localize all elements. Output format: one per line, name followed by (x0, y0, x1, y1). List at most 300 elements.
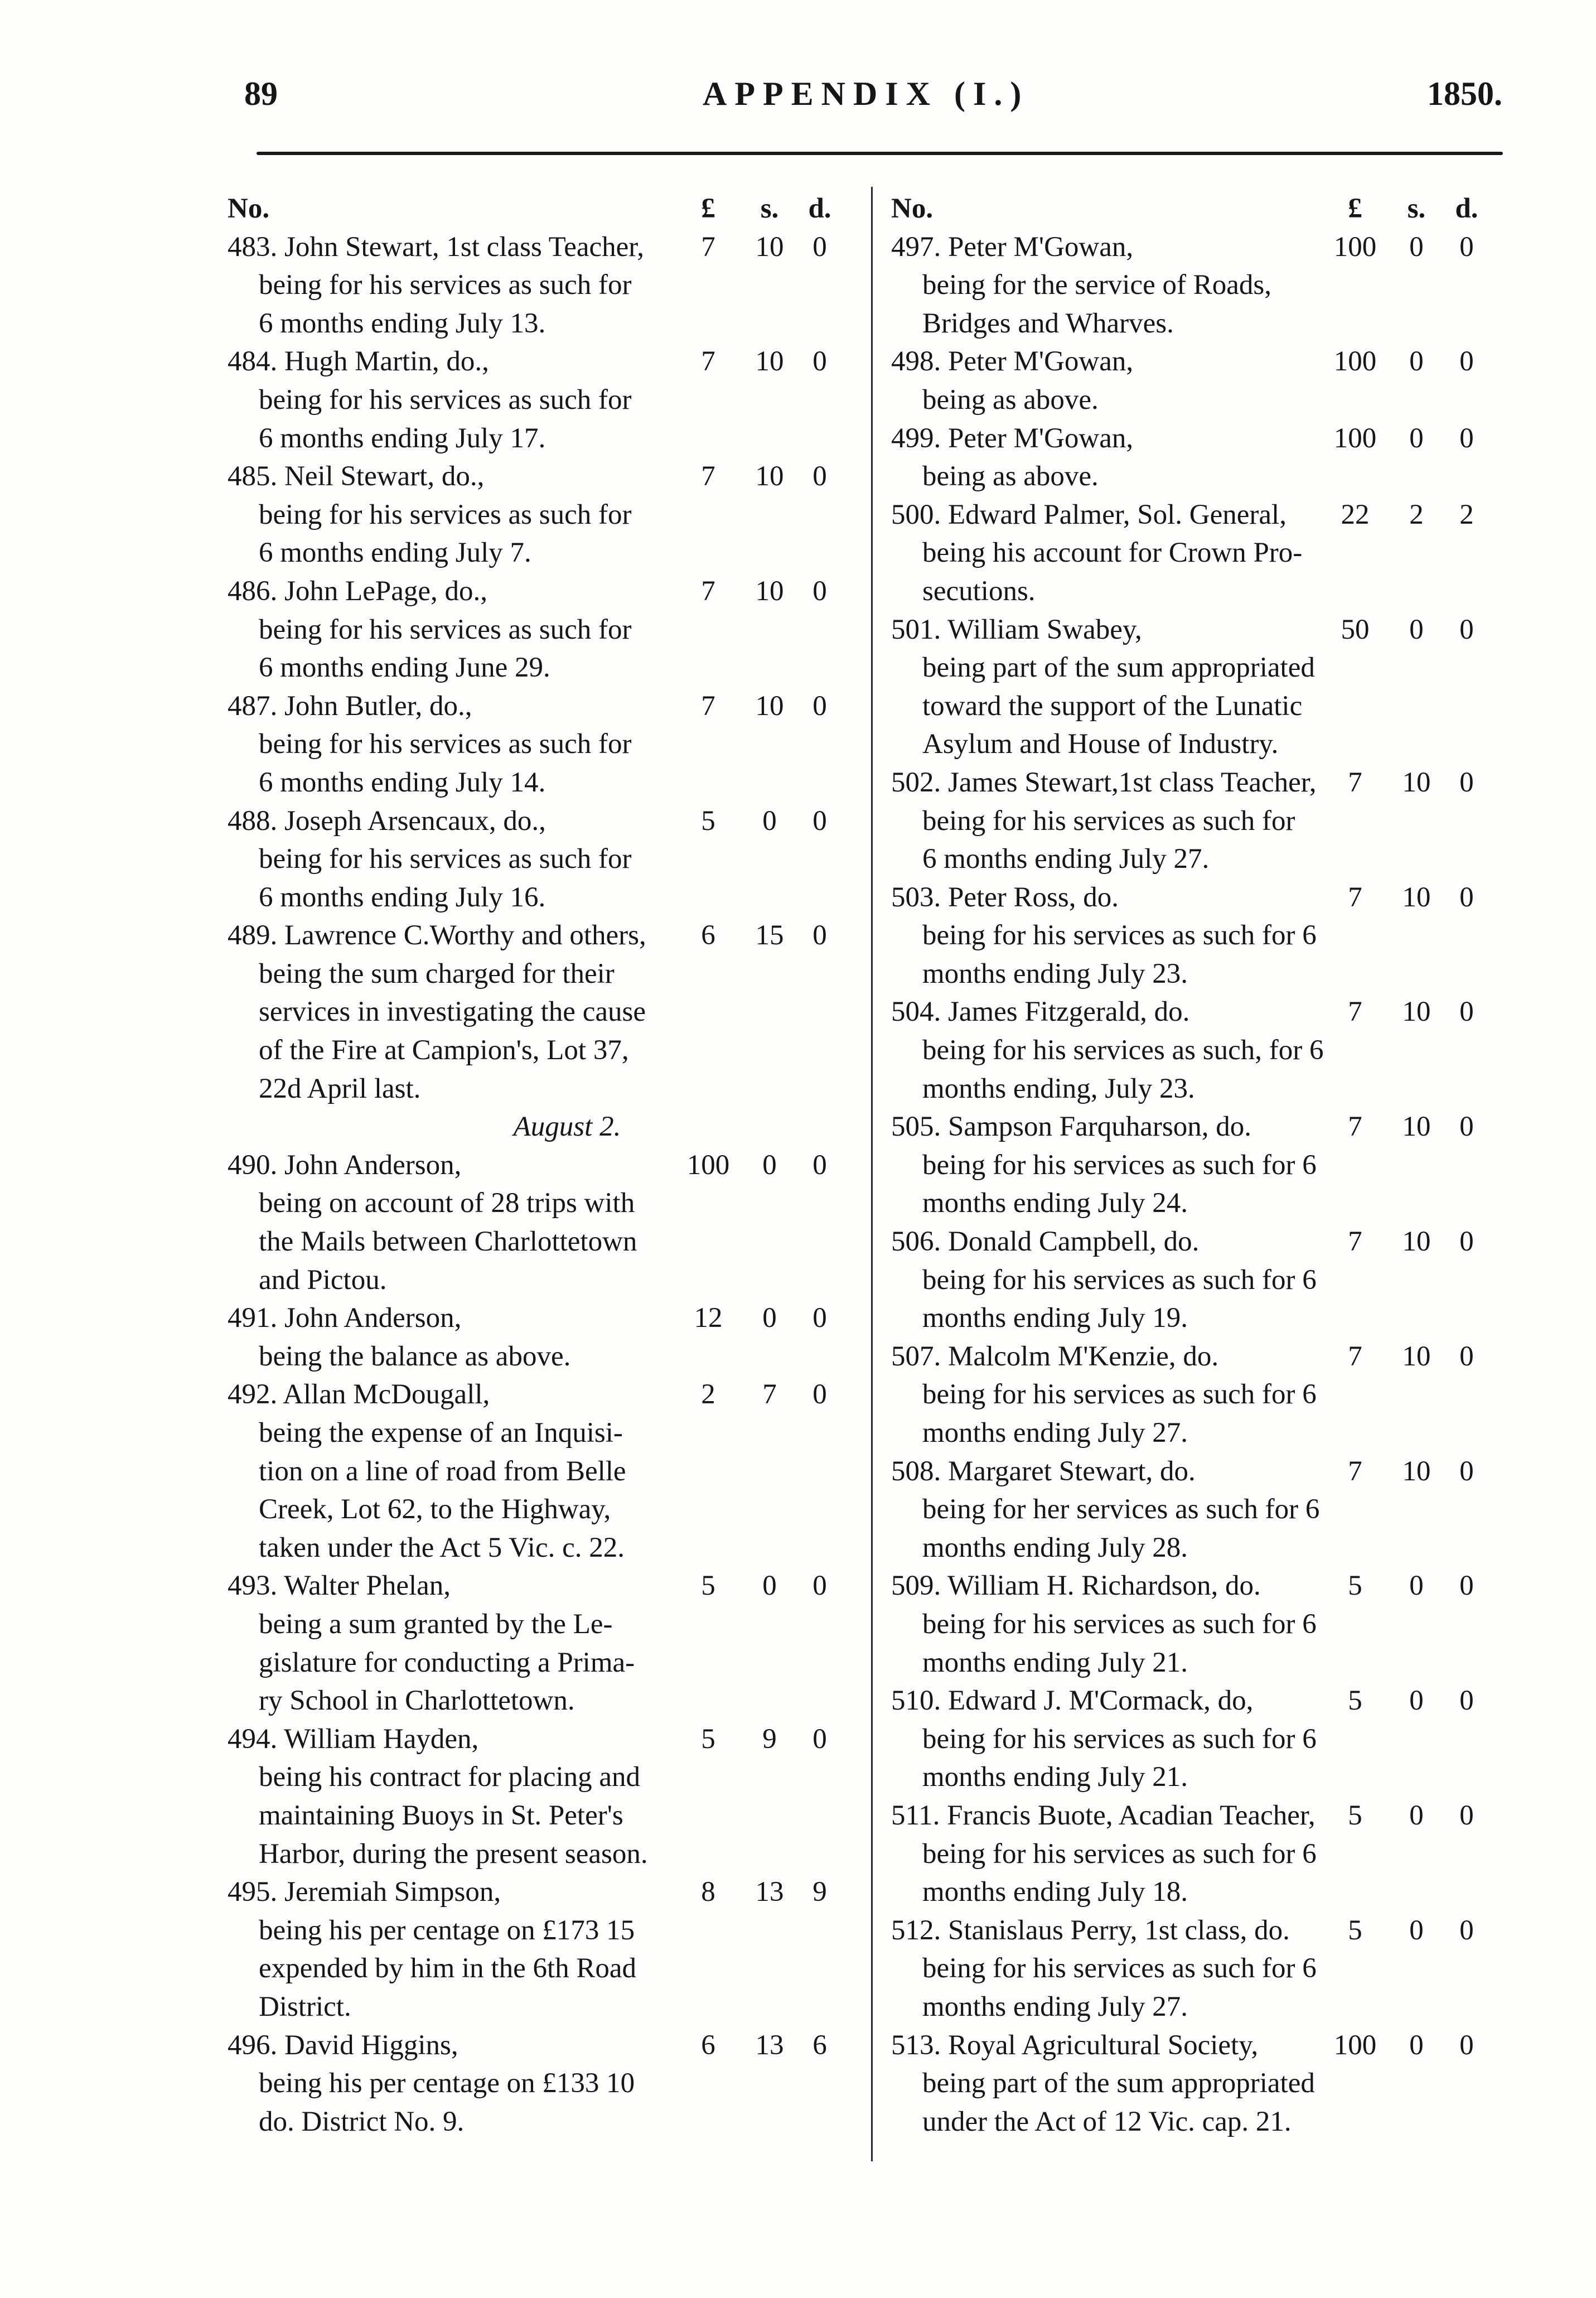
entry-line (891, 993, 1498, 1031)
entry-label: 509. William H. Richardson, do. (891, 1570, 1261, 1602)
entry-line (891, 1567, 1498, 1605)
entry-label: 491. John Anderson, (228, 1302, 462, 1334)
entry-line (891, 611, 1498, 649)
description-line: maintaining Buoys in St. Peter's (259, 1799, 623, 1831)
entry-description (891, 381, 1498, 419)
amount-pence: 0 (812, 805, 827, 837)
amount-shillings: 13 (755, 2029, 784, 2061)
description-line: being for his services as such, for 6 (922, 1035, 1324, 1066)
entry-label: 499. Peter M'Gowan, (891, 422, 1134, 454)
description-line: expended by him in the 6th Road (259, 1953, 637, 1985)
entry-description (228, 955, 851, 1108)
description-line: being part of the sum appropriated (922, 652, 1315, 684)
amount-pence: 0 (1459, 231, 1474, 263)
description-line: months ending, July 23. (922, 1073, 1195, 1104)
entry-description (228, 611, 851, 687)
entry-description (228, 381, 851, 457)
description-line: 22d April last. (259, 1073, 421, 1104)
amount-shillings: 0 (762, 1302, 777, 1334)
entry-label: 503. Peter Ross, do. (891, 881, 1119, 913)
amount-shillings: 0 (1409, 1799, 1424, 1831)
amount-pence: 0 (812, 1302, 827, 1334)
amount-pounds: 7 (1348, 766, 1362, 798)
left-column (228, 190, 851, 2141)
amount-shillings: 2 (1409, 499, 1424, 530)
amount-pence: 0 (1459, 1226, 1474, 1258)
entry-description (228, 2064, 851, 2141)
entry-line (891, 228, 1498, 267)
amount-pounds: 6 (701, 2029, 715, 2061)
description-line: gislature for conducting a Prima- (259, 1647, 635, 1678)
ledger-entry (891, 1223, 1498, 1338)
ledger-entry (891, 419, 1498, 496)
description-line: secutions. (922, 575, 1036, 607)
entry-description (891, 2064, 1498, 2141)
description-line: being the balance as above. (259, 1340, 571, 1372)
entry-description (891, 802, 1498, 878)
amount-pence: 0 (1459, 422, 1474, 454)
amount-pounds: 2 (701, 1379, 715, 1411)
amount-pounds: 7 (701, 346, 715, 378)
entry-label: 495. Jeremiah Simpson, (228, 1876, 501, 1908)
description-line: being a sum granted by the Le- (259, 1608, 613, 1640)
description-line: under the Act of 12 Vic. cap. 21. (922, 2106, 1292, 2137)
amount-pence: 0 (1459, 1914, 1474, 1946)
description-line: months ending July 18. (922, 1876, 1188, 1908)
amount-pence: 0 (812, 1723, 827, 1755)
amount-pounds: 22 (1341, 499, 1370, 530)
entry-line (891, 1682, 1498, 1720)
entry-label: 497. Peter M'Gowan, (891, 231, 1134, 263)
description-line: ry School in Charlottetown. (259, 1685, 575, 1717)
entry-description (891, 1949, 1498, 2026)
right-column-header (891, 190, 1498, 228)
entry-description (891, 1261, 1498, 1338)
description-line: months ending July 24. (922, 1187, 1188, 1219)
entry-label: 512. Stanislaus Perry, 1st class, do. (891, 1914, 1290, 1946)
amount-pence: 0 (1459, 2029, 1474, 2061)
entry-line (891, 1452, 1498, 1491)
description-line: being for the service of Roads, (922, 269, 1271, 301)
entry-line (228, 1299, 851, 1338)
entry-label: 486. John LePage, do., (228, 575, 488, 607)
amount-pence: 2 (1459, 499, 1474, 530)
entry-label: 507. Malcolm M'Kenzie, do. (891, 1340, 1219, 1372)
entry-line (891, 1108, 1498, 1146)
date-heading: August 2. (513, 1111, 621, 1143)
description-line: of the Fire at Campion's, Lot 37, (259, 1035, 629, 1066)
entry-label: 489. Lawrence C.Worthy and others, (228, 920, 646, 952)
amount-shillings: 0 (1409, 1685, 1424, 1717)
right-column (891, 190, 1498, 2141)
entry-line (228, 228, 851, 267)
amount-pounds: 100 (1333, 422, 1377, 454)
entry-line (891, 2026, 1498, 2065)
amount-pounds: 7 (701, 461, 715, 493)
description-line: being on account of 28 trips with (259, 1187, 635, 1219)
amount-pounds: 5 (1348, 1570, 1362, 1602)
entry-line (228, 1720, 851, 1759)
column-header-pence: d. (1455, 193, 1478, 224)
amount-pounds: 6 (701, 920, 715, 952)
entry-label: 487. John Butler, do., (228, 690, 472, 722)
description-line: being for his services as such for 6 (922, 1838, 1317, 1870)
column-header-shillings: s. (1407, 193, 1426, 224)
description-line: months ending July 23. (922, 958, 1188, 989)
ledger-entry (891, 1797, 1498, 1911)
description-line: the Mails between Charlottetown (259, 1226, 637, 1258)
ledger-entry (891, 1911, 1498, 2026)
amount-pence: 0 (1459, 1570, 1474, 1602)
amount-pounds: 100 (686, 1149, 730, 1181)
entry-line (228, 1873, 851, 1911)
amount-pence: 0 (1459, 1685, 1474, 1717)
amount-pence: 0 (812, 1379, 827, 1411)
page-number: 89 (244, 75, 278, 112)
description-line: being his contract for placing and (259, 1761, 641, 1793)
entry-label: 510. Edward J. M'Cormack, do, (891, 1685, 1254, 1717)
entry-label: 485. Neil Stewart, do., (228, 461, 485, 493)
description-line: being for his services as such for (922, 805, 1295, 837)
entry-line (891, 342, 1498, 381)
amount-pence: 0 (812, 1149, 827, 1181)
amount-pounds: 100 (1333, 346, 1377, 378)
amount-pounds: 7 (701, 690, 715, 722)
entry-description (891, 1146, 1498, 1223)
amount-pounds: 50 (1341, 614, 1370, 645)
entry-description (228, 725, 851, 802)
entry-line (891, 1223, 1498, 1261)
description-line: 6 months ending July 16. (259, 881, 546, 913)
ledger-entry (228, 916, 851, 1108)
ledger-entry (891, 1338, 1498, 1452)
description-line: services in investigating the cause (259, 996, 646, 1028)
entry-description (891, 1375, 1498, 1452)
description-line: taken under the Act 5 Vic. c. 22. (259, 1532, 625, 1563)
ledger-entry (891, 1682, 1498, 1797)
amount-shillings: 10 (755, 231, 784, 263)
entry-label: 488. Joseph Arsencaux, do., (228, 805, 546, 837)
description-line: being his per centage on £133 10 (259, 2068, 635, 2099)
column-divider (871, 187, 873, 2161)
entry-label: 493. Walter Phelan, (228, 1570, 451, 1602)
amount-pence: 0 (1459, 996, 1474, 1028)
entry-description (891, 1490, 1498, 1567)
description-line: months ending July 21. (922, 1761, 1188, 1793)
amount-shillings: 0 (1409, 231, 1424, 263)
ledger-entry (891, 1452, 1498, 1567)
amount-shillings: 15 (755, 920, 784, 952)
amount-shillings: 10 (1402, 1226, 1431, 1258)
entry-description (228, 266, 851, 342)
amount-pounds: 12 (694, 1302, 723, 1334)
description-line: being for his services as such for 6 (922, 1379, 1317, 1411)
amount-shillings: 10 (1402, 1455, 1431, 1487)
amount-shillings: 9 (762, 1723, 777, 1755)
amount-shillings: 0 (1409, 2029, 1424, 2061)
ledger-entry (891, 342, 1498, 419)
entry-label: 492. Allan McDougall, (228, 1379, 490, 1411)
ledger-entry (891, 1108, 1498, 1223)
amount-pence: 0 (1459, 1455, 1474, 1487)
amount-shillings: 10 (1402, 1111, 1431, 1143)
description-line: tion on a line of road from Belle (259, 1455, 626, 1487)
amount-shillings: 10 (1402, 881, 1431, 913)
entry-description (891, 1720, 1498, 1797)
amount-shillings: 0 (1409, 1914, 1424, 1946)
entry-line (228, 457, 851, 496)
entry-label: 494. William Hayden, (228, 1723, 479, 1755)
ledger-entry (228, 2026, 851, 2141)
description-line: months ending July 28. (922, 1532, 1188, 1563)
column-header-pence: d. (808, 193, 831, 224)
entry-line (228, 1146, 851, 1185)
entry-description (891, 266, 1498, 342)
entry-line (228, 687, 851, 726)
entry-description (228, 1184, 851, 1299)
entry-description (891, 649, 1498, 764)
amount-shillings: 10 (755, 346, 784, 378)
description-line: being part of the sum appropriated (922, 2068, 1315, 2099)
description-line: 6 months ending July 7. (259, 537, 531, 569)
entry-description (891, 916, 1498, 993)
description-line: 6 months ending July 13. (259, 307, 546, 339)
amount-shillings: 0 (762, 805, 777, 837)
description-line: being as above. (922, 461, 1099, 493)
description-line: being for his services as such for 6 (922, 1149, 1317, 1181)
amount-shillings: 10 (755, 690, 784, 722)
amount-pounds: 5 (1348, 1914, 1362, 1946)
description-line: toward the support of the Lunatic (922, 690, 1303, 722)
description-line: being for his services as such for (259, 384, 632, 416)
entry-label: 502. James Stewart,1st class Teacher, (891, 766, 1317, 798)
amount-pounds: 100 (1333, 231, 1377, 263)
entry-description (228, 496, 851, 572)
amount-shillings: 0 (762, 1149, 777, 1181)
description-line: being as above. (922, 384, 1099, 416)
description-line: being for his services as such for 6 (922, 1264, 1317, 1296)
amount-pounds: 5 (701, 1723, 715, 1755)
entry-line (891, 1911, 1498, 1950)
amount-pounds: 5 (1348, 1685, 1362, 1717)
entry-label: 500. Edward Palmer, Sol. General, (891, 499, 1287, 530)
description-line: Creek, Lot 62, to the Highway, (259, 1494, 611, 1525)
description-line: months ending July 21. (922, 1647, 1188, 1678)
entry-description (891, 1031, 1498, 1108)
amount-pence: 0 (812, 575, 827, 607)
entry-label: 484. Hugh Martin, do., (228, 346, 489, 378)
description-line: 6 months ending July 27. (922, 843, 1210, 875)
entry-description (891, 534, 1498, 610)
amount-pence: 9 (812, 1876, 827, 1908)
ledger-entry (228, 572, 851, 687)
description-line: being for his services as such for 6 (922, 1953, 1317, 1985)
description-line: 6 months ending July 17. (259, 422, 546, 454)
entry-line (228, 802, 851, 841)
amount-shillings: 0 (1409, 422, 1424, 454)
description-line: being his account for Crown Pro- (922, 537, 1303, 569)
ledger-entry (228, 1299, 851, 1375)
ledger-entry (228, 457, 851, 572)
ledger-entry (228, 228, 851, 343)
amount-pounds: 7 (701, 231, 715, 263)
description-line: 6 months ending June 29. (259, 652, 550, 684)
amount-shillings: 10 (1402, 996, 1431, 1028)
amount-pence: 0 (1459, 881, 1474, 913)
ledger-entry (891, 611, 1498, 764)
page-year: 1850. (1427, 75, 1502, 112)
amount-pounds: 7 (1348, 1111, 1362, 1143)
amount-pounds: 7 (1348, 881, 1362, 913)
entry-label: 501. William Swabey, (891, 614, 1142, 645)
entry-line (228, 1375, 851, 1414)
column-header-no: No. (891, 193, 934, 224)
entry-label: 483. John Stewart, 1st class Teacher, (228, 231, 644, 263)
description-line: being for her services as such for 6 (922, 1494, 1320, 1525)
description-line: Asylum and House of Industry. (922, 728, 1279, 760)
amount-shillings: 0 (1409, 346, 1424, 378)
ledger-entry (891, 228, 1498, 343)
header-rule (257, 152, 1503, 155)
ledger-entry (228, 1146, 851, 1299)
description-line: months ending July 27. (922, 1417, 1188, 1449)
entry-line (891, 496, 1498, 534)
description-line: being the expense of an Inquisi- (259, 1417, 623, 1449)
amount-shillings: 0 (1409, 1570, 1424, 1602)
ledger-entry (228, 1720, 851, 1873)
ledger-entry (891, 764, 1498, 878)
description-line: being for his services as such for (259, 843, 632, 875)
entry-line (228, 342, 851, 381)
amount-pence: 0 (1459, 1799, 1474, 1831)
entry-label: 496. David Higgins, (228, 2029, 458, 2061)
page-title: APPENDIX (I.) (703, 75, 1029, 112)
description-line: being the sum charged for their (259, 958, 615, 989)
column-header-no: No. (228, 193, 270, 224)
entry-line (891, 1797, 1498, 1835)
amount-pence: 6 (812, 2029, 827, 2061)
column-header-pounds: £ (701, 193, 715, 224)
ledger-entry (228, 1375, 851, 1567)
amount-shillings: 0 (1409, 614, 1424, 645)
amount-shillings: 10 (1402, 1340, 1431, 1372)
amount-pounds: 8 (701, 1876, 715, 1908)
description-line: being for his services as such for 6 (922, 1723, 1317, 1755)
column-header-pounds: £ (1348, 193, 1362, 224)
amount-pence: 0 (812, 461, 827, 493)
ledger-entry (891, 1567, 1498, 1682)
ledger-entry (228, 687, 851, 802)
description-line: being for his services as such for (259, 499, 632, 530)
amount-shillings: 10 (1402, 766, 1431, 798)
left-column-header (228, 190, 851, 228)
entry-label: 508. Margaret Stewart, do. (891, 1455, 1196, 1487)
entry-description (228, 840, 851, 916)
amount-pounds: 7 (1348, 1226, 1362, 1258)
amount-shillings: 7 (762, 1379, 777, 1411)
description-line: Harbor, during the present season. (259, 1838, 648, 1870)
description-line: being for his services as such for 6 (922, 920, 1317, 952)
amount-pounds: 100 (1333, 2029, 1377, 2061)
entry-label: 504. James Fitzgerald, do. (891, 996, 1190, 1028)
description-line: being for his services as such for (259, 728, 632, 760)
entry-description (891, 1605, 1498, 1682)
entry-line (228, 916, 851, 955)
description-line: being for his services as such for 6 (922, 1608, 1317, 1640)
entry-line (228, 572, 851, 611)
entry-line (891, 419, 1498, 458)
amount-pence: 0 (812, 231, 827, 263)
ledger-entry (891, 993, 1498, 1108)
amount-pence: 0 (1459, 1340, 1474, 1372)
entry-description (228, 1911, 851, 2026)
amount-pounds: 5 (1348, 1799, 1362, 1831)
entry-label: 511. Francis Buote, Acadian Teacher, (891, 1799, 1316, 1831)
ledger-entry (228, 802, 851, 917)
description-line: being for his services as such for (259, 269, 632, 301)
description-line: 6 months ending July 14. (259, 766, 546, 798)
description-line: and Pictou. (259, 1264, 387, 1296)
ledger-entry (228, 1567, 851, 1720)
description-line: months ending July 27. (922, 1991, 1188, 2022)
entry-label: 513. Royal Agricultural Society, (891, 2029, 1259, 2061)
amount-pounds: 7 (1348, 1340, 1362, 1372)
entry-description (228, 1414, 851, 1567)
amount-pence: 0 (1459, 766, 1474, 798)
ledger-entry (891, 496, 1498, 611)
entry-line (891, 1338, 1498, 1376)
description-line: being his per centage on £173 15 (259, 1914, 635, 1946)
description-line: months ending July 19. (922, 1302, 1188, 1334)
amount-pence: 0 (812, 1570, 827, 1602)
entry-line (228, 1567, 851, 1605)
amount-pounds: 5 (701, 805, 715, 837)
entry-description (228, 1758, 851, 1873)
amount-shillings: 10 (755, 461, 784, 493)
entry-description (891, 1835, 1498, 1911)
amount-pence: 0 (812, 346, 827, 378)
amount-pounds: 7 (1348, 1455, 1362, 1487)
amount-shillings: 13 (755, 1876, 784, 1908)
entry-line (228, 2026, 851, 2065)
description-line: Bridges and Wharves. (922, 307, 1174, 339)
amount-pence: 0 (812, 920, 827, 952)
entry-label: 498. Peter M'Gowan, (891, 346, 1134, 378)
entry-description (228, 1605, 851, 1720)
amount-pounds: 7 (701, 575, 715, 607)
amount-shillings: 0 (762, 1570, 777, 1602)
description-line: District. (259, 1991, 351, 2022)
entry-label: 506. Donald Campbell, do. (891, 1226, 1200, 1258)
amount-pence: 0 (1459, 1111, 1474, 1143)
amount-pence: 0 (1459, 346, 1474, 378)
entry-description (228, 1338, 851, 1376)
ledger-entry (891, 2026, 1498, 2141)
ledger-entry (891, 878, 1498, 993)
amount-pounds: 7 (1348, 996, 1362, 1028)
description-line: being for his services as such for (259, 614, 632, 645)
amount-shillings: 10 (755, 575, 784, 607)
amount-pence: 0 (1459, 614, 1474, 645)
amount-pounds: 5 (701, 1570, 715, 1602)
entry-label: 490. John Anderson, (228, 1149, 462, 1181)
entry-description (891, 457, 1498, 496)
amount-pence: 0 (812, 690, 827, 722)
ledger-entry (228, 1873, 851, 2026)
entry-label: 505. Sampson Farquharson, do. (891, 1111, 1251, 1143)
entry-line (891, 878, 1498, 917)
description-line: do. District No. 9. (259, 2106, 465, 2137)
